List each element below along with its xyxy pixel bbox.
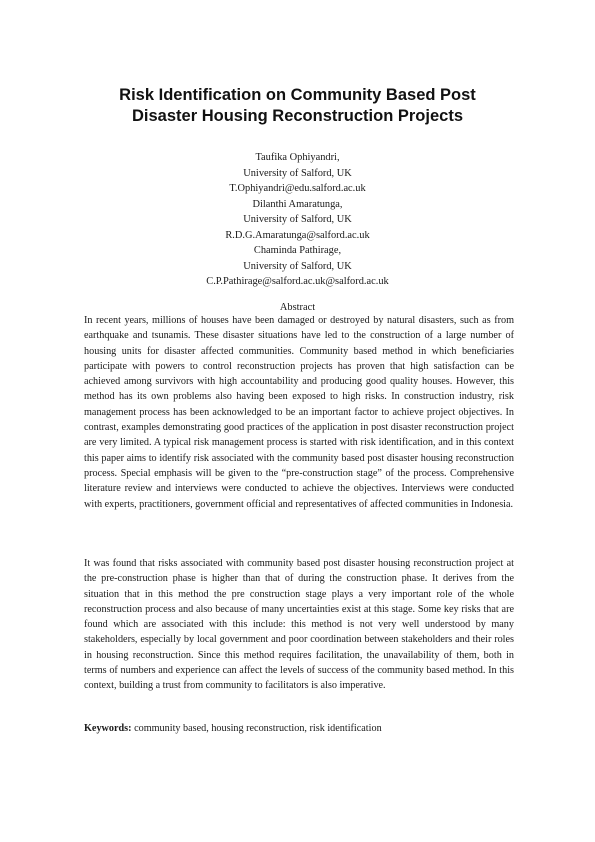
author-affiliation: University of Salford, UK bbox=[243, 214, 352, 225]
abstract-paragraph: It was found that risks associated with community based post disaster housing reconstruction project at the pre-construction phase is higher than that of during the construction phase. It derives from the situation that in this method the pre construction stage plays a very important role of the whole reconstruction process and also because of many uncertainties exist at this stage. Some key risks that are found which are associated with this include: this method is not very well understood by many stakeholders, especially by local government and poor coordination between stakeholders and their roles in housing reconstruction. Since this method requires facilitation, the unavailability of them, both in terms of numbers and experience can affect the levels of success of the community based method. In this context, building a trust from community to facilitators is also imperative. bbox=[84, 558, 514, 692]
abstract-heading: Abstract bbox=[279, 302, 316, 313]
author-email: T.Ophiyandri@edu.salford.ac.uk bbox=[229, 183, 366, 194]
author-affiliation: University of Salford, UK bbox=[243, 260, 352, 272]
title-line: Risk Identification on Community Based Post bbox=[119, 86, 476, 104]
keywords-label: Keywords: bbox=[84, 723, 132, 734]
paper-title bbox=[40, 85, 555, 127]
author-email: R.D.G.Amaratunga@salford.ac.uk bbox=[225, 229, 370, 241]
author-block bbox=[60, 150, 535, 290]
keywords-line bbox=[84, 721, 514, 736]
author-name: Taufika Ophiyandri, bbox=[255, 152, 340, 163]
author-affiliation: University of Salford, UK bbox=[243, 167, 352, 179]
author-name: Chaminda Pathirage, bbox=[253, 245, 342, 256]
author-name: Dilanthi Amaratunga, bbox=[252, 198, 343, 210]
author-email: C.P.Pathirage@salford.ac.uk@salford.ac.uk bbox=[206, 276, 389, 287]
abstract-paragraph: In recent years, millions of houses have been damaged or destroyed by natural disasters, such as from earthquake and tsunamis. These disaster situations have led to the construction of a large number of housing units for disaster affected communities. Community based method in which beneficiaries participate with powers to control reconstruction projects has proven that high satisfaction can be achieved among survivors with high accountability and producing good quality houses. However, this method has its own problems also having been exposed to high risks. In construction industry, risk management process has been acknowledged to be an important factor to achieve project objectives. In contrast, examples demonstrating good practices of the application in post disaster reconstruction project are very limited. A typical risk management process is started with risk identification, and in this context this paper aims to identify risk associated with the community based post disaster housing reconstruction process. Special emphasis will be given to the “pre-construction stage” of the process. Comprehensive literature review and interviews were conducted to achieve the objectives. Interviews were conducted with experts, practitioners, government official and representatives of affected communities in Indonesia. bbox=[84, 315, 514, 510]
title-line: Disaster Housing Reconstruction Projects bbox=[132, 107, 463, 125]
keywords-text: community based, housing reconstruction, risk identification bbox=[131, 723, 382, 734]
